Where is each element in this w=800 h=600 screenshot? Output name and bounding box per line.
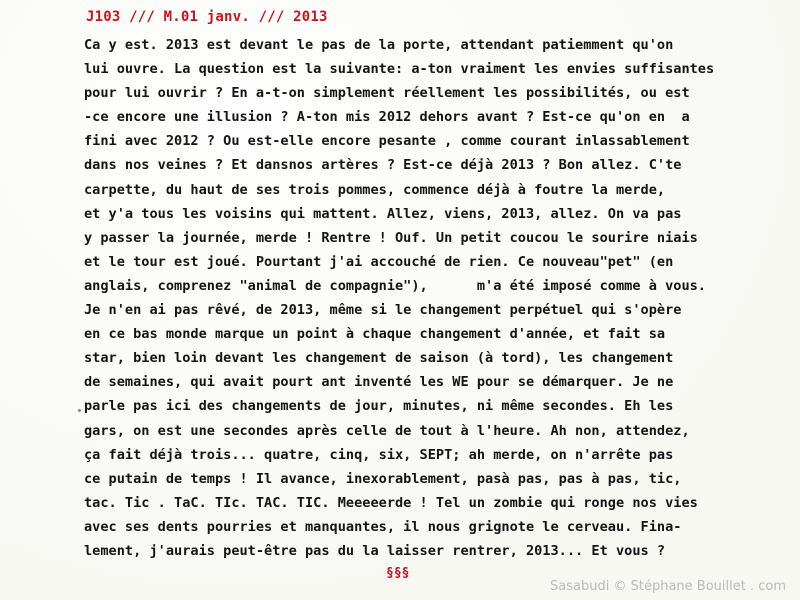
text-line: gars, on est une secondes après celle de tout à l'heure. Ah non, attendez,: [84, 422, 690, 439]
text-line: Ca y est. 2013 est devant le pas de la porte, attendant patiemment qu'on: [84, 37, 674, 53]
text-line: parle pas ici des changements de jour, minutes, ni même secondes. Eh les: [84, 398, 674, 415]
text-line: fini avec 2012 ? Ou est-elle encore pesante , comme courant inlassablement: [84, 133, 690, 150]
text-line: carpette, du haut de ses trois pommes, commence déjà à foutre la merde,: [84, 181, 666, 198]
section-mark: §§§: [386, 566, 410, 581]
text-line: y passer la journée, merde ! Rentre ! Ouf. Un petit coucou le sourire niais: [84, 229, 698, 246]
text-line: tac. Tic . TaC. TIc. TAC. TIC. Meeeeerde ! Tel un zombie qui ronge nos vies: [84, 494, 698, 511]
text-line: anglais, comprenez "animal de compagnie"), m'a été imposé comme à vous.: [84, 277, 706, 294]
text-line: et le tour est joué. Pourtant j'ai accouché de rien. Ce nouveau"pet" (en: [84, 253, 674, 270]
text-line: Je n'en ai pas rêvé, de 2013, même si le changement perpétuel qui s'opère: [84, 302, 682, 319]
text-line: ce putain de temps ! Il avance, inexorablement, pasà pas, pas à pas, tic,: [84, 470, 682, 487]
text-line: dans nos veines ? Et dansnos artères ? Est-ce déjà 2013 ? Bon allez. C'te: [84, 157, 682, 174]
text-line: -ce encore une illusion ? A-ton mis 2012 dehors avant ? Est-ce qu'on en a: [84, 109, 690, 126]
text-line: pour lui ouvrir ? En a-t-on simplement réellement les possibilités, ou est: [84, 85, 690, 102]
ink-speck: [78, 409, 81, 412]
watermark-credit: Sasabudi © Stéphane Bouillet . com: [550, 579, 786, 594]
text-line: star, bien loin devant les changement de saison (à tord), les changement: [84, 350, 674, 367]
text-line: en ce bas monde marque un point à chaque changement d'année, et fait sa: [84, 326, 666, 343]
text-line: de semaines, qui avait pourt ant inventé les WE pour se démarquer. Je ne: [84, 374, 674, 391]
text-line: lui ouvre. La question est la suivante: a-ton vraiment les envies suffisantes: [84, 61, 715, 78]
page-header: J103 /// M.01 janv. /// 2013: [86, 9, 328, 25]
text-line: avec ses dents pourries et manquantes, il nous grignote le cerveau. Fina-: [84, 518, 682, 535]
text-line: et y'a tous les voisins qui mattent. Allez, viens, 2013, allez. On va pas: [84, 205, 682, 222]
typewritten-text: [84, 33, 774, 563]
text-line: lement, j'aurais peut-être pas du la laisser rentrer, 2013... Et vous ?: [84, 542, 666, 559]
text-line: ça fait déjà trois... quatre, cinq, six, SEPT; ah merde, on n'arrête pas: [84, 446, 674, 463]
